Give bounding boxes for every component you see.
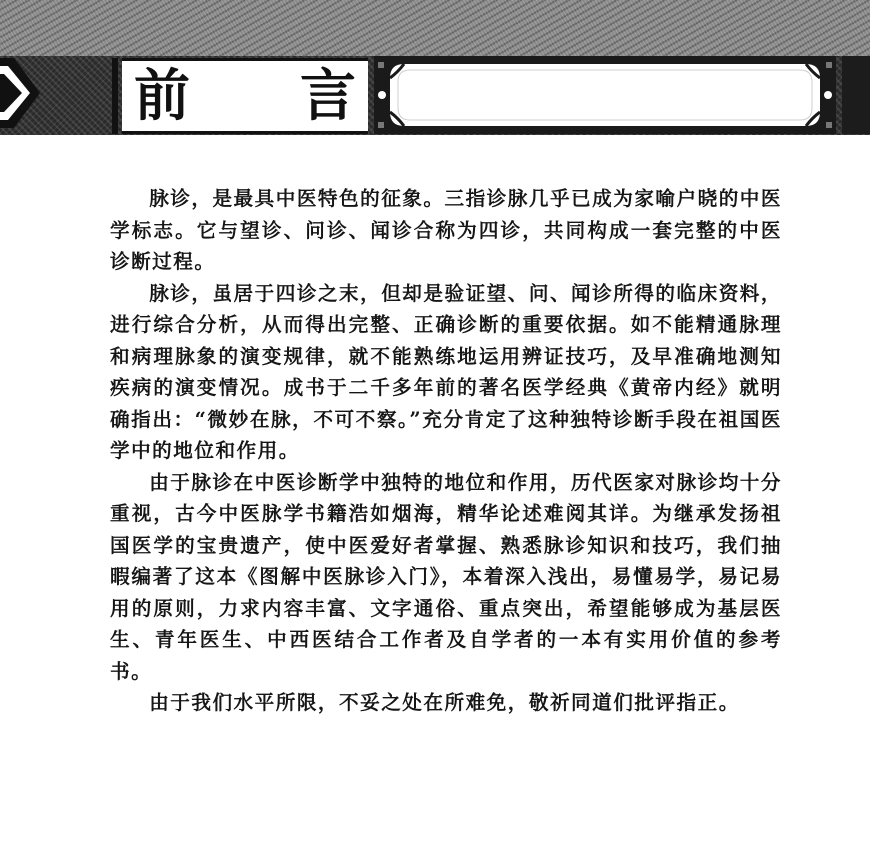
page-title: [122, 61, 368, 131]
paragraph: 由于脉诊在中医诊断学中独特的地位和作用，历代医家对脉诊均十分重视，古今中医脉学书籍浩如烟海，精华论述难阅其详。为继承发扬祖国医学的宝贵遗产，使中医爱好者掌握、熟悉脉诊知识和技巧，我们抽暇编著了这本《图解中医脉诊入门》，本着深入浅出，易懂易学，易记易用的原则，力求内容丰富、文字通俗、重点突出，希望能够成为基层医生、青年医生、中西医结合工作者及自学者的一本有实用价值的参考书。: [110, 470, 782, 683]
header-banner: [0, 0, 870, 135]
paragraph: 由于我们水平所限，不妥之处在所难免，敬祈同道们批评指正。: [149, 691, 740, 714]
banner-end-block: [842, 56, 870, 134]
banner-texture-strip: [0, 0, 870, 56]
preface-body: [110, 183, 782, 719]
ornamental-frame: [374, 56, 836, 134]
paragraph: 脉诊，是最具中医特色的征象。三指诊脉几乎已成为家喻户晓的中医学标志。它与望诊、问诊、闻诊合称为四诊，共同构成一套完整的中医诊断过程。: [110, 187, 782, 273]
paragraph: 脉诊，虽居于四诊之末，但却是验证望、问、闻诊所得的临床资料，进行综合分析，从而得出完整、正确诊断的重要依据。如不能精通脉理和病理脉象的演变规律，就不能熟练地运用辨证技巧，及早准确地测知疾病的演变情况。成书于二千多年前的著名医学经典《黄帝内经》就明确指出：“微妙在脉，不可不察。”充分肯定了这种独特诊断手段在祖国医学中的地位和作用。: [110, 281, 782, 462]
title-panel: [122, 58, 368, 134]
page-title-char-2: 言: [300, 63, 356, 129]
chevron-right-icon: [0, 58, 40, 128]
page-title-char-1: 前: [134, 63, 190, 129]
title-divider-bar: [112, 58, 118, 134]
